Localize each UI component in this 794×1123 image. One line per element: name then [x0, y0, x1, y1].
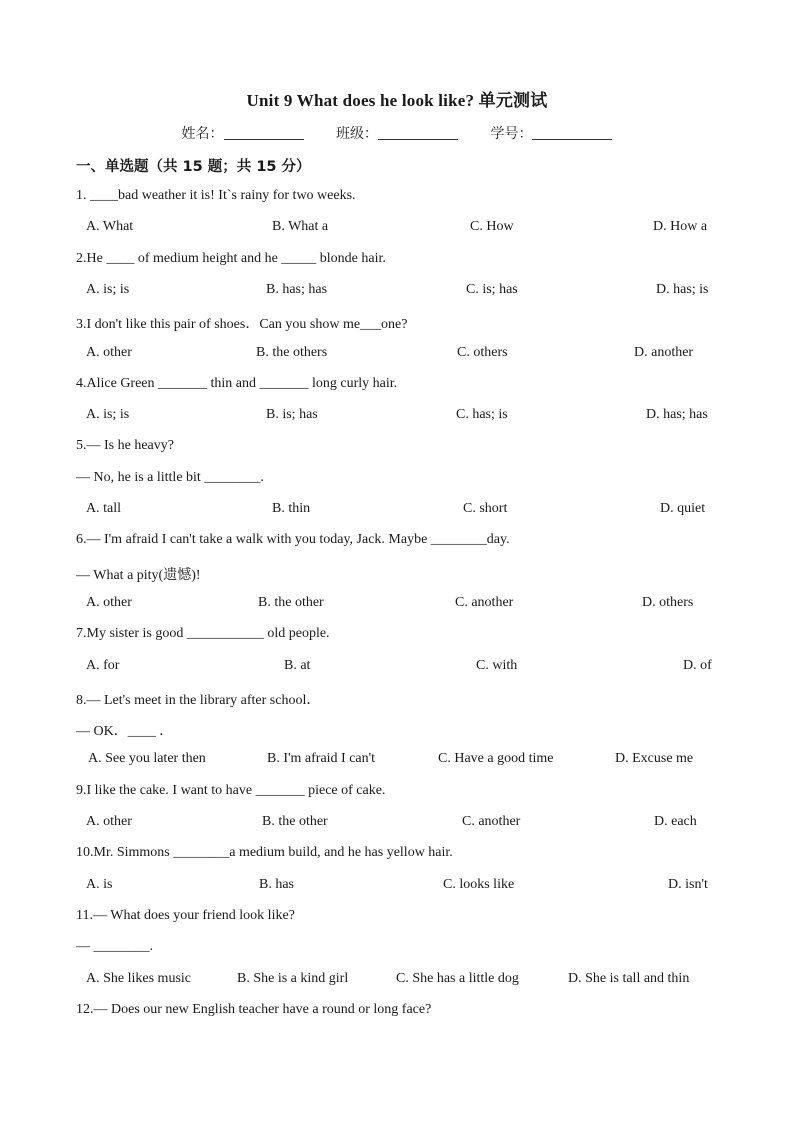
option-a[interactable]: A. She likes music — [86, 970, 191, 986]
class-blank[interactable] — [378, 125, 458, 140]
question-stem: 2.He ____ of medium height and he _____ blonde hair. — [76, 250, 386, 266]
option-b[interactable]: B. What a — [272, 219, 329, 235]
option-d[interactable]: D. of — [683, 657, 712, 673]
option-c[interactable]: C. with — [476, 657, 518, 673]
option-c[interactable]: C. has; is — [456, 407, 508, 423]
name-blank[interactable] — [224, 125, 304, 140]
class-field — [336, 126, 462, 142]
option-c[interactable]: C. another — [455, 594, 514, 610]
question-stem: 12.— Does our new English teacher have a round or long face? — [76, 1001, 432, 1017]
options-row — [76, 877, 726, 897]
option-a[interactable]: A. is; is — [86, 407, 130, 423]
option-d[interactable]: D. Excuse me — [615, 751, 694, 767]
page-title: Unit 9 What does he look like? 单元测试 — [246, 91, 548, 110]
name-field — [182, 126, 308, 142]
option-d[interactable]: D. another — [634, 344, 694, 360]
option-c[interactable]: C. others — [457, 344, 508, 360]
option-a[interactable]: A. is — [86, 876, 113, 892]
option-d[interactable]: D. others — [642, 594, 694, 610]
option-b[interactable]: B. the other — [258, 594, 324, 610]
options-row — [76, 219, 726, 239]
section-heading: 一、单选题（共 15 题；共 15 分） — [76, 159, 311, 175]
options-row — [76, 814, 726, 834]
option-d[interactable]: D. has; is — [656, 281, 709, 297]
option-d[interactable]: D. isn't — [668, 876, 708, 892]
option-a[interactable]: A. tall — [86, 501, 121, 516]
options-row — [76, 658, 726, 678]
option-d[interactable]: D. each — [654, 814, 697, 829]
options-row — [76, 345, 726, 365]
question-stem: 6.— I'm afraid I can't take a walk with you today, Jack. Maybe ________day. — [76, 532, 510, 548]
option-a[interactable]: A. What — [86, 219, 134, 235]
options-row — [76, 595, 726, 615]
question-dialogue-line: — OK．____ ． — [76, 724, 174, 740]
option-d[interactable]: D. She is tall and thin — [568, 970, 690, 986]
question-stem: 7.My sister is good ___________ old people. — [76, 626, 330, 642]
options-row — [76, 501, 726, 521]
number-blank[interactable] — [532, 125, 612, 140]
option-c[interactable]: C. is; has — [466, 281, 518, 297]
option-b[interactable]: B. has; has — [266, 281, 328, 297]
option-c[interactable]: C. She has a little dog — [396, 970, 519, 986]
option-a[interactable]: A. other — [86, 594, 132, 610]
option-c[interactable]: C. looks like — [443, 876, 515, 892]
option-a[interactable]: A. is; is — [86, 281, 130, 297]
question-stem: 9.I like the cake. I want to have _______ piece of cake. — [76, 782, 386, 798]
question-stem: 5.— Is he heavy? — [76, 438, 174, 454]
option-b[interactable]: B. the other — [262, 814, 328, 829]
option-a[interactable]: A. for — [86, 657, 120, 673]
options-row — [76, 971, 726, 991]
option-a[interactable]: A. other — [86, 344, 132, 360]
question-stem: 10.Mr. Simmons ________a medium build, and he has yellow hair. — [76, 845, 453, 861]
number-label: 学号： — [490, 126, 533, 142]
option-c[interactable]: C. Have a good time — [438, 751, 554, 767]
option-a[interactable]: A. See you later then — [88, 751, 206, 767]
option-b[interactable]: B. I'm afraid I can't — [267, 751, 376, 767]
options-row — [76, 751, 726, 771]
option-b[interactable]: B. is; has — [266, 407, 318, 423]
class-label: 班级： — [336, 126, 378, 142]
option-a[interactable]: A. other — [86, 814, 132, 829]
option-b[interactable]: B. at — [284, 657, 311, 673]
question-stem: 1. ____bad weather it is! It`s rainy for two weeks. — [76, 188, 356, 203]
option-c[interactable]: C. short — [463, 501, 508, 516]
option-c[interactable]: C. another — [462, 814, 521, 829]
name-label: 姓名： — [181, 126, 224, 142]
option-b[interactable]: B. She is a kind girl — [237, 970, 349, 986]
option-c[interactable]: C. How — [470, 219, 514, 235]
option-d[interactable]: D. quiet — [660, 501, 706, 516]
question-stem: 8.— Let's meet in the library after school． — [76, 692, 321, 708]
option-d[interactable]: D. How a — [653, 219, 708, 235]
options-row — [76, 282, 726, 302]
option-d[interactable]: D. has; has — [646, 407, 708, 423]
option-b[interactable]: B. thin — [272, 501, 311, 516]
student-info-line — [0, 123, 794, 143]
question-stem: 4.Alice Green _______ thin and _______ long curly hair. — [76, 375, 398, 391]
question-dialogue-line: — ________. — [76, 939, 153, 955]
question-stem: 11.— What does your friend look like? — [76, 907, 295, 923]
question-dialogue-line: — No, he is a little bit ________. — [76, 469, 264, 485]
question-stem: 3.I don't like this pair of shoes．Can you show me___one? — [76, 317, 408, 333]
question-dialogue-line: — What a pity(遗憾)! — [76, 567, 201, 583]
options-row — [76, 407, 726, 427]
option-b[interactable]: B. has — [259, 876, 294, 892]
option-b[interactable]: B. the others — [256, 344, 328, 360]
number-field — [490, 126, 612, 142]
